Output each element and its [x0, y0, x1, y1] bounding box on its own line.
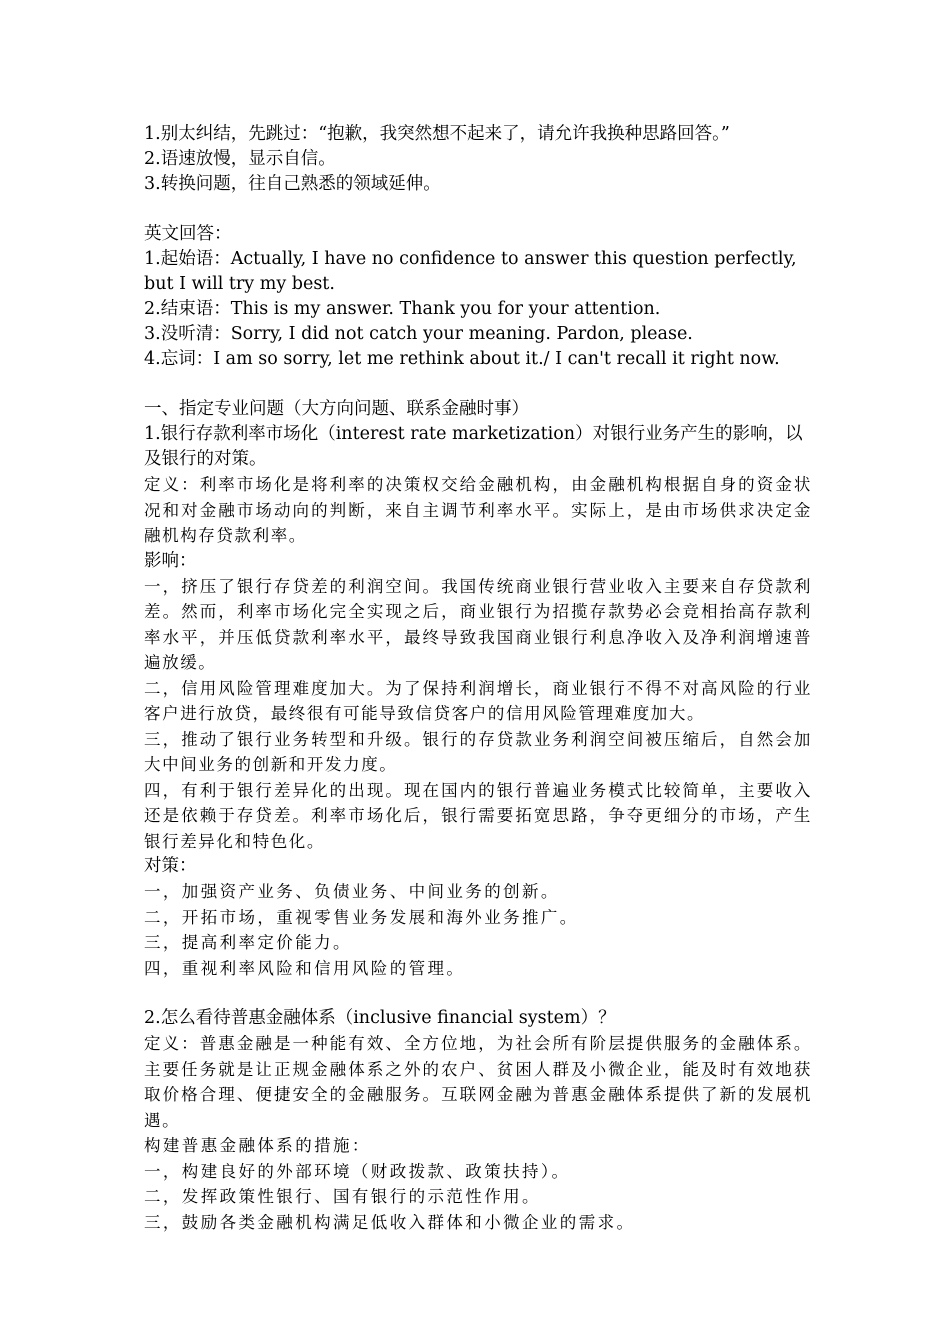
q2-measure-3: 三，鼓励各类金融机构满足低收入群体和小微企业的需求。: [144, 1212, 636, 1232]
english-heading: 英文回答：: [144, 224, 232, 244]
impact-label: 影响：: [144, 550, 197, 571]
impact-2: 二，信用风险管理难度加大。为了保持利润增长，商业银行不得不对高风险的行业客户进行放贷，最终很有可能导致信贷客户的信用风险管理难度加大。: [144, 678, 812, 723]
spacer: [144, 197, 812, 222]
measure-3: 三，提高利率定价能力。: [144, 933, 352, 952]
english-item-4: 4.忘词：I am so sorry, let me rethink about it./ I can't recall it right now.: [144, 349, 780, 369]
english-item-1: 1.起始语：Actually, I have no confidence to answer this question perfectly, but I will try my best.: [144, 249, 797, 294]
tip-1: 1.别太纠结，先跳过：“抱歉，我突然想不起来了，请允许我换种思路回答。”: [144, 124, 730, 144]
impact-1: 一，挤压了银行存贷差的利润空间。我国传统商业银行营业收入主要来自存贷款利差。然而，利率市场化完全实现之后，商业银行为招揽存款势必会竞相抬高存款利率水平，并压低贷款利率水平，最终导致我国商业银行利息净收入及净利润增速普遍放缓。: [144, 576, 812, 672]
q2-measure-1: 一，构建良好的外部环境（财政拨款、政策扶持）。: [144, 1161, 571, 1181]
document-page: [144, 122, 812, 1235]
impact-3: 三，推动了银行业务转型和升级。银行的存贷款业务利润空间被压缩后，自然会加大中间业务的创新和开发力度。: [144, 729, 812, 774]
q2-measure-2: 二，发挥政策性银行、国有银行的示范性作用。: [144, 1187, 541, 1206]
measure-label: 对策：: [144, 856, 197, 876]
question-2-title: 2.怎么看待普惠金融体系（inclusive financial system）？: [144, 1008, 616, 1028]
question-1-definition: 定义：利率市场化是将利率的决策权交给金融机构，由金融机构根据自身的资金状况和对金融市场动向的判断，来自主调节利率水平。实际上，是由市场供求决定金融机构存贷款利率。: [144, 475, 812, 545]
spacer: [144, 372, 812, 397]
impact-4: 四，有利于银行差异化的出现。现在国内的银行普遍业务模式比较简单，主要收入还是依赖于存贷差。利率市场化后，银行需要拓宽思路，争夺更细分的市场，产生银行差异化和特色化。: [144, 780, 812, 851]
spacer: [144, 981, 812, 1006]
english-item-2: 2.结束语：This is my answer. Thank you for your attention.: [144, 299, 661, 319]
measure-2: 二，开拓市场，重视零售业务发展和海外业务推广。: [144, 907, 579, 927]
section-heading: 一、指定专业问题（大方向问题、联系金融时事）: [144, 399, 529, 419]
tip-2: 2.语速放慢，显示自信。: [144, 149, 336, 169]
q2-measure-label: 构建普惠金融体系的措施：: [144, 1136, 371, 1155]
question-2-definition: 定义：普惠金融是一种能有效、全方位地，为社会所有阶层提供服务的金融体系。主要任务就是让正规金融体系之外的农户、贫困人群及小微企业，能及时有效地获取价格合理、便捷安全的金融服务。互联网金融为普惠金融体系提供了新的发展机遇。: [144, 1034, 812, 1130]
tip-3: 3.转换问题，往自己熟悉的领域延伸。: [144, 174, 441, 194]
measure-1: 一，加强资产业务、负债业务、中间业务的创新。: [144, 882, 560, 901]
measure-4: 四，重视利率风险和信用风险的管理。: [144, 958, 466, 978]
question-1-title: 1.银行存款利率市场化（interest rate marketization）对银行业务产生的影响，以及银行的对策。: [144, 424, 803, 469]
english-item-3: 3.没听清：Sorry, I did not catch your meaning. Pardon, please.: [144, 324, 693, 344]
